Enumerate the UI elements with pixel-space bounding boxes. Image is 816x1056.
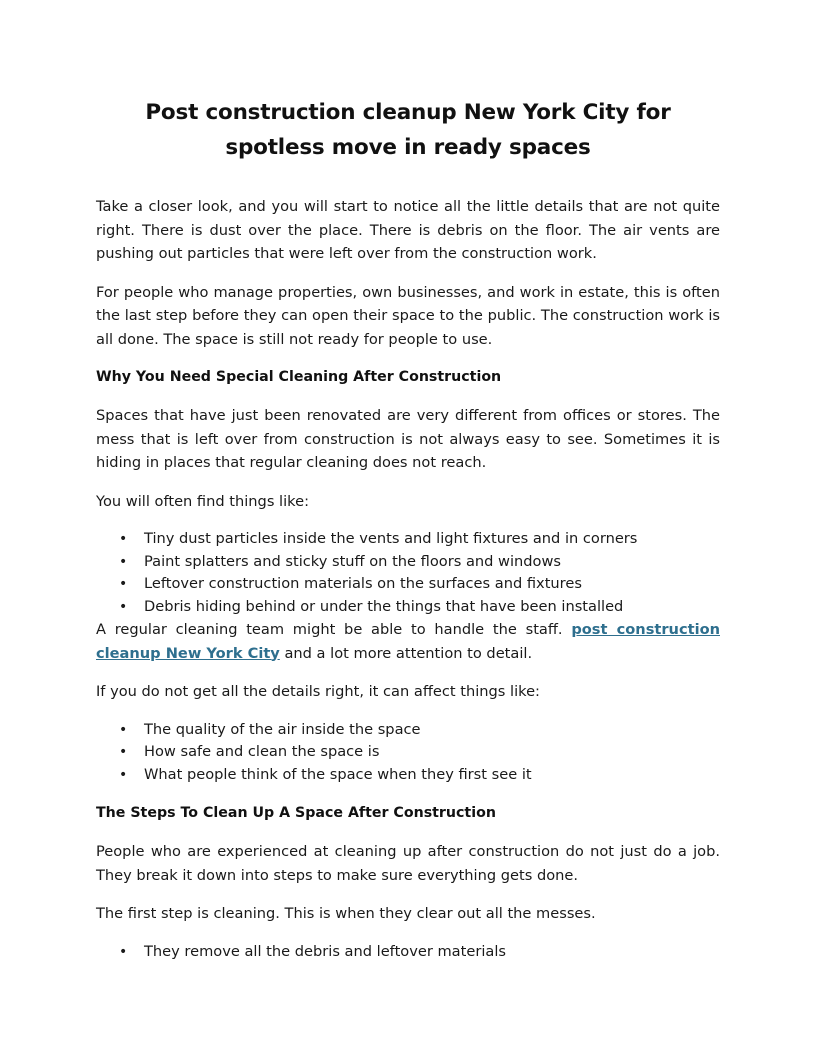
intro-paragraph-2: For people who manage properties, own businesses, and work in estate, this is often the last step before they can open their space to the public. The construction work is all done. The space is still not ready for people to use. (96, 283, 720, 348)
list-item: • Paint splatters and sticky stuff on the floors and windows (144, 551, 720, 574)
post-construction-cleanup-link[interactable]: post construction cleanup New York City (96, 621, 720, 662)
details-intro: If you do not get all the details right, it can affect things like: (96, 683, 540, 700)
details-list (96, 719, 720, 787)
list-item: • How safe and clean the space is (144, 741, 720, 764)
link-paragraph (96, 618, 720, 665)
section1-paragraph: Spaces that have just been renovated are very different from offices or stores. The mess that is left over from construction is not always easy to see. Sometimes it is hiding in places that regular cleaning does not reach. (96, 407, 720, 471)
page-title: Post construction cleanup New York City for spotless move in ready spaces (145, 100, 671, 160)
list-item: • They remove all the debris and leftover materials (144, 941, 720, 964)
section2-paragraph: People who are experienced at cleaning up after construction do not just do a job. They break it down into steps to make sure everything gets done. (96, 843, 720, 884)
list-item: • What people think of the space when they first see it (144, 764, 720, 787)
link-paragraph-text-after: and a lot more attention to detail. (279, 644, 533, 662)
findings-list (96, 528, 720, 618)
section-heading-why: Why You Need Special Cleaning After Construction (96, 369, 502, 385)
section2-step-intro: The first step is cleaning. This is when they clear out all the messes. (96, 905, 596, 922)
list-item: • Leftover construction materials on the surfaces and fixtures (144, 573, 720, 596)
steps-list (96, 941, 720, 964)
section1-list-intro: You will often find things like: (96, 492, 309, 510)
list-item: • Debris hiding behind or under the things that have been installed (144, 596, 720, 619)
list-item: • The quality of the air inside the space (144, 719, 720, 742)
link-paragraph-text-before: A regular cleaning team might be able to handle the staff. (96, 621, 572, 638)
list-item: • Tiny dust particles inside the vents and light fixtures and in corners (144, 528, 720, 551)
document-body (96, 95, 720, 963)
intro-paragraph-1: Take a closer look, and you will start to notice all the little details that are not quite right. There is dust over the place. There is debris on the floor. The air vents are pushing out particles that were left over from the construction work. (96, 198, 720, 262)
section-heading-steps: The Steps To Clean Up A Space After Construction (96, 805, 496, 821)
